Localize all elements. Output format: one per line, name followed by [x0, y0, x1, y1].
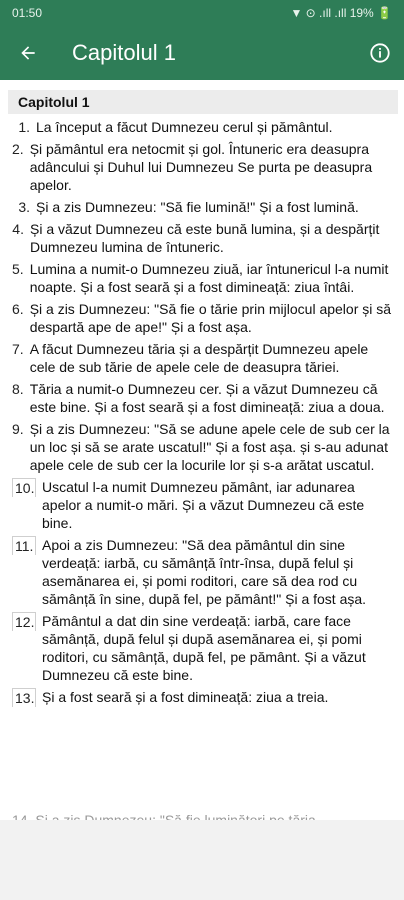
chapter-content[interactable]	[0, 80, 404, 820]
verse-text: Și a fost seară și a fost dimineață: ziua a treia.	[42, 689, 329, 705]
chapter-header: Capitolul 1	[8, 90, 398, 114]
verse-text: Și a zis Dumnezeu: "Să se adune apele cele de sub cer la un loc și să se arate uscatul!" Și a fost așa. și s-au adunat apele cele de sub cer la locurile lor și s-a arătat uscatul.	[29, 421, 390, 473]
bottom-area	[0, 820, 404, 900]
verse-item[interactable]	[12, 220, 394, 256]
verse-item[interactable]	[12, 478, 394, 532]
verse-item[interactable]	[12, 536, 394, 608]
verse-item[interactable]	[12, 260, 394, 296]
verse-text: Și a zis Dumnezeu: "Să fie o tărie prin mijlocul apelor și să despartă ape de ape!" Și a fost așa.	[29, 301, 392, 335]
status-icons: ▼ ⊙ .ıll .ıll 19% 🔋	[290, 6, 392, 20]
verse-number: 3.	[18, 199, 30, 215]
app-bar	[0, 26, 404, 80]
verse-text: Lumina a numit-o Dumnezeu ziuă, iar întunericul l-a numit noapte. Și a fost seară și a fost dimineață: ziua întâi.	[29, 261, 389, 295]
verse-number: 12.	[12, 612, 36, 631]
verse-item[interactable]	[12, 688, 394, 707]
verse-item[interactable]	[12, 340, 394, 376]
verse-number: 1.	[18, 119, 30, 135]
status-bar	[0, 0, 404, 26]
verse-text: La început a făcut Dumnezeu cerul și pământul.	[36, 119, 333, 135]
verse-number: 2.	[12, 141, 24, 157]
verse-item[interactable]	[12, 420, 394, 474]
verse-item[interactable]	[12, 380, 394, 416]
verse-text: Și a zis Dumnezeu: "Să fie lumină!" Și a fost lumină.	[36, 199, 359, 215]
verse-number: 5.	[12, 261, 24, 277]
verse-number: 4.	[12, 221, 24, 237]
verse-text: Și pământul era netocmit și gol. Întuneric era deasupra adâncului și Duhul lui Dumnezeu Se purta pe deasupra apelor.	[29, 141, 373, 193]
verse-text: Apoi a zis Dumnezeu: "Să dea pământul din sine verdeață: iarbă, cu sămânță într-însa, după felul și asemănarea ei, și pomi roditori, care să dea rod cu sămânță în sine, după fel, pe pământ!" Și a fost așa.	[42, 537, 367, 607]
verse-item[interactable]	[12, 612, 394, 684]
verse-number: 8.	[12, 381, 24, 397]
verse-number: 9.	[12, 421, 24, 437]
verse-text: Pământul a dat din sine verdeață: iarbă, care face sămânță, după felul și după asemănarea ei, și pomi roditori, cu sămânță, după fel, pe pământ. Și a văzut Dumnezeu că este bine.	[42, 613, 366, 683]
verse-item[interactable]	[12, 300, 394, 336]
verse-text: A făcut Dumnezeu tăria și a despărțit Dumnezeu apele cele de sub tărie de apele cele de deasupra tăriei.	[29, 341, 369, 375]
verse-number: 6.	[12, 301, 24, 317]
verse-item[interactable]	[12, 198, 394, 216]
verse-item[interactable]	[12, 118, 394, 136]
status-time: 01:50	[12, 6, 43, 20]
verse-number: 11.	[12, 536, 36, 555]
info-icon[interactable]	[368, 41, 392, 65]
verse-list	[12, 118, 394, 707]
verse-item[interactable]	[12, 140, 394, 194]
verse-text: Uscatul l-a numit Dumnezeu pământ, iar adunarea apelor a numit-o mări. Și a văzut Dumnezeu că este bine.	[42, 479, 365, 531]
verse-number: 13.	[12, 688, 36, 707]
verse-text: Și a văzut Dumnezeu că este bună lumina, și a despărțit Dumnezeu lumina de întuneric.	[29, 221, 380, 255]
verse-text: Tăria a numit-o Dumnezeu cer. Și a văzut Dumnezeu că este bine. Și a fost seară și a fost dimineață: ziua a doua.	[29, 381, 385, 415]
verse-number: 7.	[12, 341, 24, 357]
back-arrow-icon[interactable]	[14, 39, 42, 67]
verse-number: 10.	[12, 478, 36, 497]
page-title: Capitolul 1	[72, 40, 176, 65]
